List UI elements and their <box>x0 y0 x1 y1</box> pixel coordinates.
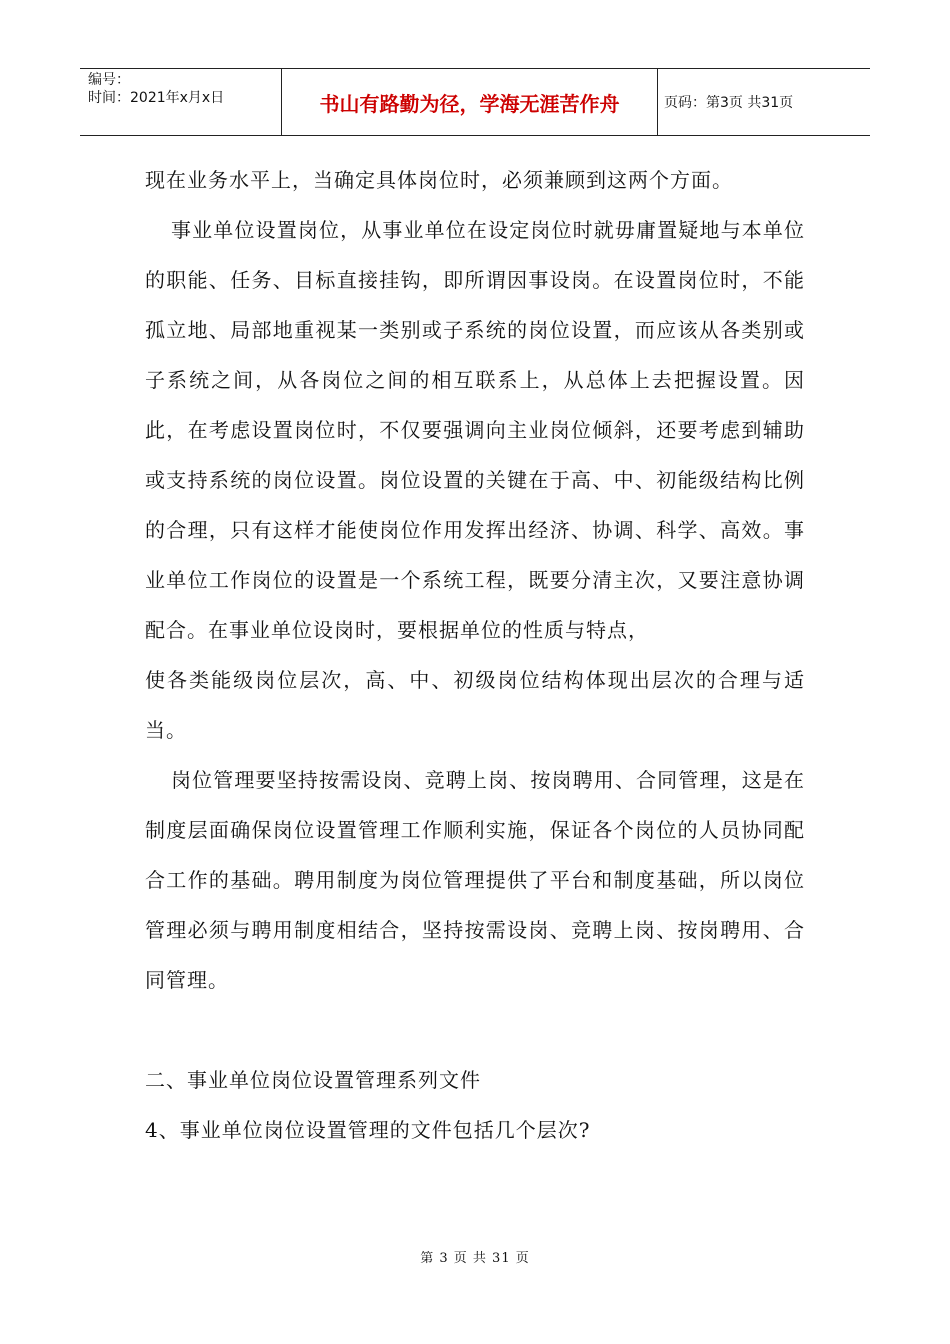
motto-text: 书山有路勤为径，学海无涯苦作舟 <box>319 91 620 116</box>
paragraph-1: 现在业务水平上，当确定具体岗位时，必须兼顾到这两个方面。 <box>145 168 733 192</box>
header-page-cell <box>658 69 870 135</box>
page-footer <box>0 1247 950 1266</box>
document-body <box>145 155 805 1155</box>
footer-page-number: 第 3 页 共 31 页 <box>420 1251 530 1266</box>
section-heading: 二、事业单位岗位设置管理系列文件 <box>145 1068 481 1092</box>
time-label: 时间：2021年x月x日 <box>88 90 225 106</box>
header-motto-cell <box>282 69 658 135</box>
paragraph-3: 使各类能级岗位层次，高、中、初级岗位结构体现出层次的合理与适当。 <box>145 668 805 742</box>
paragraph-2: 事业单位设置岗位，从事业单位在设定岗位时就毋庸置疑地与本单位的职能、任务、目标直接挂钩，即所谓因事设岗。在设置岗位时，不能孤立地、局部地重视某一类别或子系统的岗位设置，而应该从各类别或子系统之间，从各岗位之间的相互联系上，从总体上去把握设置。因此，在考虑设置岗位时，不仅要强调向主业岗位倾斜，还要考虑到辅助或支持系统的岗位设置。岗位设置的关键在于高、中、初能级结构比例的合理，只有这样才能使岗位作用发挥出经济、协调、科学、高效。事业单位工作岗位的设置是一个系统工程，既要分清主次，又要注意协调配合。在事业单位设岗时，要根据单位的性质与特点， <box>145 218 805 642</box>
question-text: 4、事业单位岗位设置管理的文件包括几个层次? <box>145 1118 591 1142</box>
blank-line <box>145 1005 805 1055</box>
code-label: 编号： <box>88 72 130 88</box>
paragraph-4: 岗位管理要坚持按需设岗、竞聘上岗、按岗聘用、合同管理，这是在制度层面确保岗位设置管理工作顺利实施，保证各个岗位的人员协同配合工作的基础。聘用制度为岗位管理提供了平台和制度基础，所以岗位管理必须与聘用制度相结合，坚持按需设岗、竞聘上岗、按岗聘用、合同管理。 <box>145 768 805 992</box>
header-meta-cell <box>80 69 282 135</box>
header-page-info: 页码：第3页 共31页 <box>664 95 794 111</box>
page-header <box>80 68 870 136</box>
